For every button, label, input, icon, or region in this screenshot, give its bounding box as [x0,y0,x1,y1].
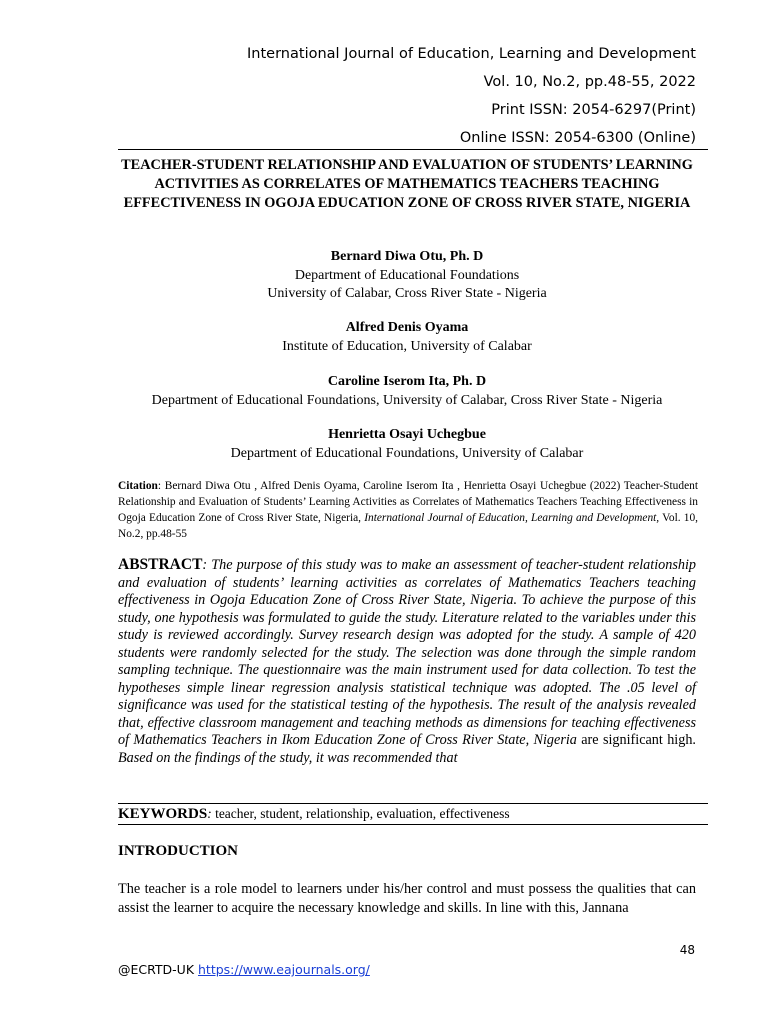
abstract-label: ABSTRACT [118,556,203,573]
citation-journal: International Journal of Education, Learning and Development, [364,512,660,524]
keywords-top-divider [118,803,708,804]
author-block [100,248,714,304]
footer [118,962,370,977]
online-issn: Online ISSN: 2054-6300 (Online) [459,130,696,146]
keywords-label: KEYWORDS [118,806,208,822]
introduction-paragraph: The teacher is a role model to learners under his/her control and must possess the qualities that can assist the learner to acquire the necessary knowledge and skills. In line with this, Jannana [118,881,696,916]
publisher-label: @ECRTD-UK [118,962,198,977]
citation [118,478,698,542]
author-name: Henrietta Osayi Uchegbue [328,427,486,442]
keywords [118,806,510,823]
abstract [118,556,696,767]
journal-link[interactable]: https://www.eajournals.org/ [198,962,370,977]
author-block [100,426,714,463]
abstract-upright-text: are significant high. [576,732,696,748]
introduction-heading: INTRODUCTION [118,843,239,859]
citation-text: : Bernard Diwa Otu , Alfred Denis Oyama, Caroline Iserom Ita , Henrietta Osayi Uchegbue (2022) Teacher-Student Relationship and Evaluation of Students’ Learning Activities as Correlates of Mathematics Teachers Teaching Effectiveness in Ogoja Education Zone of Cross River State, Nigeria, [118,480,698,524]
author-affiliation: Institute of Education, University of Calabar [282,338,532,354]
page-number: 48 [679,943,695,957]
author-block [100,373,714,410]
header-divider [118,149,708,150]
keywords-colon: : [207,806,212,821]
author-affiliation: University of Calabar, Cross River State - Nigeria [267,286,547,301]
paper-title: TEACHER-STUDENT RELATIONSHIP AND EVALUATION OF STUDENTS’ LEARNING ACTIVITIES AS CORRELATES OF MATHEMATICS TEACHERS TEACHING EFFECTIVENESS IN OGOJA EDUCATION ZONE OF CROSS RIVER STATE, NIGERIA [121,157,693,211]
print-issn: Print ISSN: 2054-6297(Print) [491,102,696,118]
abstract-end: Based on the findings of the study, it was recommended that [118,749,458,766]
author-affiliation: Department of Educational Foundations, University of Calabar, Cross River State - Nigeria [151,392,663,408]
author-affiliation: Department of Educational Foundations [294,267,520,283]
author-name: Bernard Diwa Otu, Ph. D [330,249,484,264]
citation-tail: Vol. 10, No.2, pp.48-55 [118,512,699,540]
author-affiliation: Department of Educational Foundations, University of Calabar [230,445,584,461]
citation-label: Citation [118,480,158,492]
keywords-text: teacher, student, relationship, evaluation, effectiveness [211,806,510,821]
author-name: Caroline Iserom Ita, Ph. D [327,374,487,389]
volume-info: Vol. 10, No.2, pp.48-55, 2022 [483,74,696,90]
journal-name: International Journal of Education, Learning and Development [247,46,696,62]
author-block [100,319,714,356]
author-name: Alfred Denis Oyama [345,320,469,335]
abstract-text: : The purpose of this study was to make an assessment of teacher-student relationship and evaluation of students’ learning activities as correlates of Mathematics Teachers teaching effectiveness in Ogoja Education Zone of Cross River State, Nigeria. To achieve the purpose of this study, one hypothesis was formulated to guide the study. Literature related to the variables under this study is reviewed accordingly. Survey research design was adopted for the study. A sample of 420 students were randomly selected for the study. The selection was done through the simple random sampling technique. The questionnaire was the main instrument used for data collection. To test the hypotheses simple linear regression analysis statistical technique was adopted. The .05 level of significance was used for the statistical testing of the hypothesis. The result of the analysis revealed that, effective classroom management and teaching methods as dimensions for teaching effectiveness of Mathematics Teachers in Ikom Education Zone of Cross River State, Nigeria [118,557,696,748]
keywords-bottom-divider [118,824,708,825]
